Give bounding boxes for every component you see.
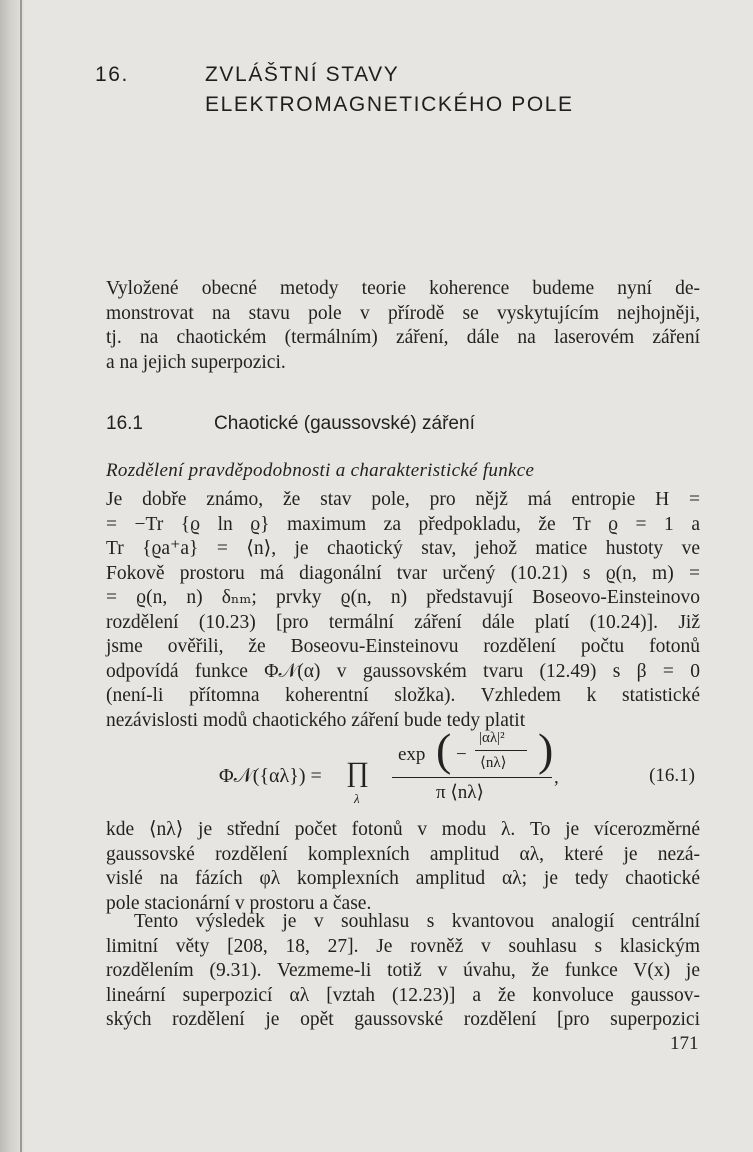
chapter-number: 16. [95, 63, 129, 86]
intro-paragraph [106, 277, 700, 375]
paragraph-line: Je dobře známo, že stav pole, pro nějž má entropie H = [106, 489, 700, 510]
subheading: Rozdělení pravděpodobnosti a charakteristické funkce [106, 460, 535, 481]
product-index: λ [354, 791, 360, 806]
exp-function: exp [398, 744, 426, 765]
paragraph-line: lineární superpozicí αλ [vztah (12.23)] a že konvoluce gaussov- [106, 984, 700, 1006]
paragraph-3 [106, 910, 700, 1033]
paragraph-line: vislé na fázích φλ komplexních amplitud αλ; je tedy chaotické [106, 868, 700, 889]
paragraph-2 [106, 818, 700, 916]
right-paren: ) [538, 724, 554, 775]
intro-line: a na jejich superpozici. [106, 351, 286, 373]
paragraph-line: kde ⟨nλ⟩ je střední počet fotonů v modu λ. To je vícerozměrné [106, 819, 700, 840]
paragraph-line: odpovídá funkce Φ𝒩(α) v gaussovském tvaru (12.49) s β = 0 [106, 660, 700, 682]
paragraph-line: nezávislosti modů chaotického záření bude tedy platit [106, 709, 526, 731]
paragraph-line: rozdělení (10.23) [pro termální záření dále platí (10.24)]. Již [106, 611, 700, 633]
minus-sign: − [456, 744, 467, 765]
intro-line: Vyložené obecné metody teorie koherence budeme nyní de- [106, 278, 700, 299]
equation-number: (16.1) [649, 765, 695, 786]
paragraph-line: jsme ověřili, že Boseovu-Einsteinovu rozdělení počtu fotonů [106, 636, 700, 657]
paragraph-line: pole stacionární v prostoru a čase. [106, 892, 372, 914]
chapter-title-line1: ZVLÁŠTNÍ STAVY [205, 63, 400, 86]
left-paren: ( [436, 724, 452, 775]
paragraph-line: Tento výsledek je v souhlasu s kvantovou analogií centrální [134, 911, 700, 932]
fraction-denominator: π ⟨nλ⟩ [436, 782, 484, 803]
page-number: 171 [670, 1033, 699, 1054]
section-number: 16.1 [106, 413, 143, 434]
intro-line: tj. na chaotickém (termálním) záření, dále na laserovém záření [106, 327, 700, 348]
paragraph-line: gaussovské rozdělení komplexních amplitud αλ, které je nezá- [106, 843, 700, 865]
paragraph-line: = ϱ(n, n) δₙₘ; prvky ϱ(n, n) představují Boseovo-Einsteinovo [106, 587, 700, 608]
chapter-title [205, 60, 574, 120]
intro-line: monstrovat na stavu pole v přírodě se vyskytujícím nejhojněji, [106, 302, 700, 324]
paragraph-line: = −Tr {ϱ ln ϱ} maximum za předpokladu, že Tr ϱ = 1 a [106, 513, 700, 535]
paragraph-line: rozdělením (9.31). Vezmeme-li totiž v úvahu, že funkce V(x) je [106, 960, 700, 981]
section-title: Chaotické (gaussovské) záření [214, 413, 475, 434]
equation-comma: , [554, 767, 559, 788]
exponent-denominator: ⟨nλ⟩ [480, 755, 507, 771]
equation-lhs: Φ𝒩({αλ}) = [219, 765, 322, 787]
main-fraction-bar [392, 777, 552, 778]
paragraph-line: ských rozdělení je opět gaussovské rozdělení [pro superpozici [106, 1009, 700, 1030]
chapter-title-line2: ELEKTROMAGNETICKÉHO POLE [205, 93, 574, 116]
paragraph-1 [106, 488, 700, 733]
equation-16-1 [106, 724, 700, 817]
binding-edge [20, 0, 22, 1152]
paragraph-line: Tr {ϱa⁺a} = ⟨n⟩, je chaotický stav, jehož matice hustoty ve [106, 538, 700, 559]
exponent-numerator: |αλ|² [479, 730, 505, 746]
exponent-fraction-bar [475, 750, 527, 751]
paragraph-line: Fokově prostoru má diagonální tvar určený (10.21) s ϱ(n, m) = [106, 562, 700, 584]
product-symbol: ∏ [346, 757, 370, 788]
paragraph-line: limitní věty [208, 18, 27]. Je rovněž v souhlasu s klasickým [106, 935, 700, 957]
paragraph-line: (není-li přítomna koherentní složka). Vzhledem k statistické [106, 685, 700, 706]
